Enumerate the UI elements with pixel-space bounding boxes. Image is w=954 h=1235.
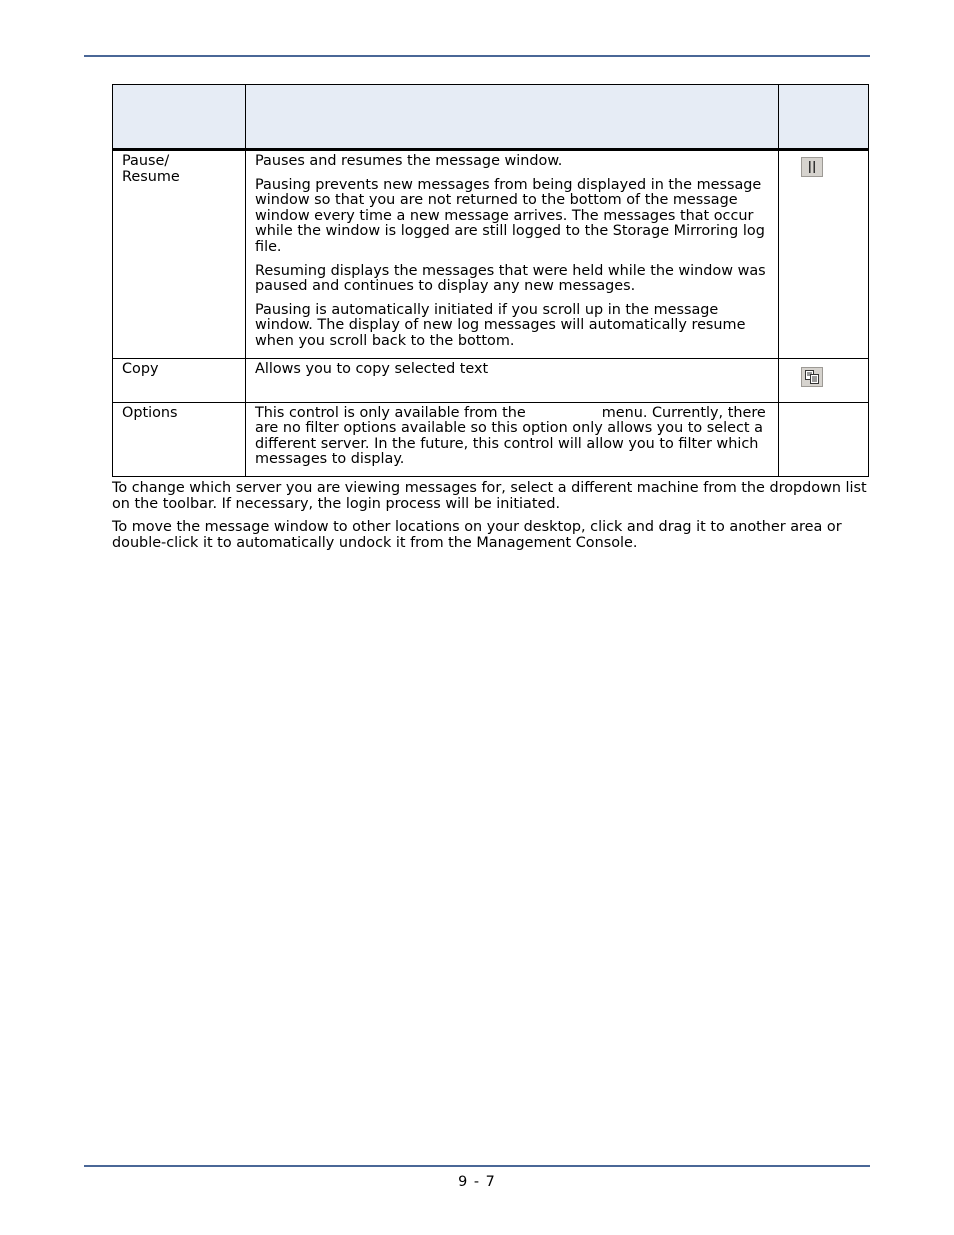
description-paragraph: Resuming displays the messages that were held while the window was paused and continues to display any new messages. [255, 262, 766, 295]
control-icon-cell [779, 402, 869, 476]
control-name: Pause/ Resume [113, 150, 246, 359]
description-paragraph: Pauses and resumes the message window. [255, 153, 563, 169]
copy-icon [801, 367, 823, 387]
control-icon-cell [779, 150, 869, 359]
page-number: 9 - 7 [458, 1174, 496, 1190]
description-paragraph: Pausing prevents new messages from being displayed in the message window so that you are not returned to the bottom of the message window every time a new message arrives. The messages that occur while the window is logged are still logged to the Storage Mirroring log file. [255, 176, 765, 255]
header-rule [84, 55, 870, 57]
control-description [246, 402, 779, 476]
table-row-options [113, 402, 869, 476]
description-paragraph: Pausing is automatically initiated if you scroll up in the message window. The display of new log messages will automatically resume when you scroll back to the bottom. [255, 301, 746, 349]
controls-table [112, 84, 869, 477]
pause-icon [801, 157, 823, 177]
table-row-copy [113, 358, 869, 402]
description-paragraph: This control is only available from the menu. Currently, there are no filter options available so this option only allows you to select a different server. In the future, this control will allow you to filter which messages to display. [255, 404, 766, 468]
description-paragraph: Allows you to copy selected text [255, 360, 489, 377]
control-description [246, 358, 779, 402]
header-cell-control [113, 85, 246, 150]
control-icon-cell [779, 358, 869, 402]
body-paragraph: To move the message window to other locations on your desktop, click and drag it to another area or double-click it to automatically undock it from the Management Console. [112, 519, 842, 551]
control-name: Copy [113, 358, 246, 402]
control-description [246, 150, 779, 359]
footer-rule [84, 1165, 870, 1167]
body-paragraph: To change which server you are viewing messages for, select a different machine from the dropdown list on the toolbar. If necessary, the login process will be initiated. [112, 480, 867, 512]
header-cell-icon [779, 85, 869, 150]
header-cell-description [246, 85, 779, 150]
control-name: Options [113, 402, 246, 476]
table-row-pause-resume [113, 150, 869, 359]
table-header-row [113, 85, 869, 150]
